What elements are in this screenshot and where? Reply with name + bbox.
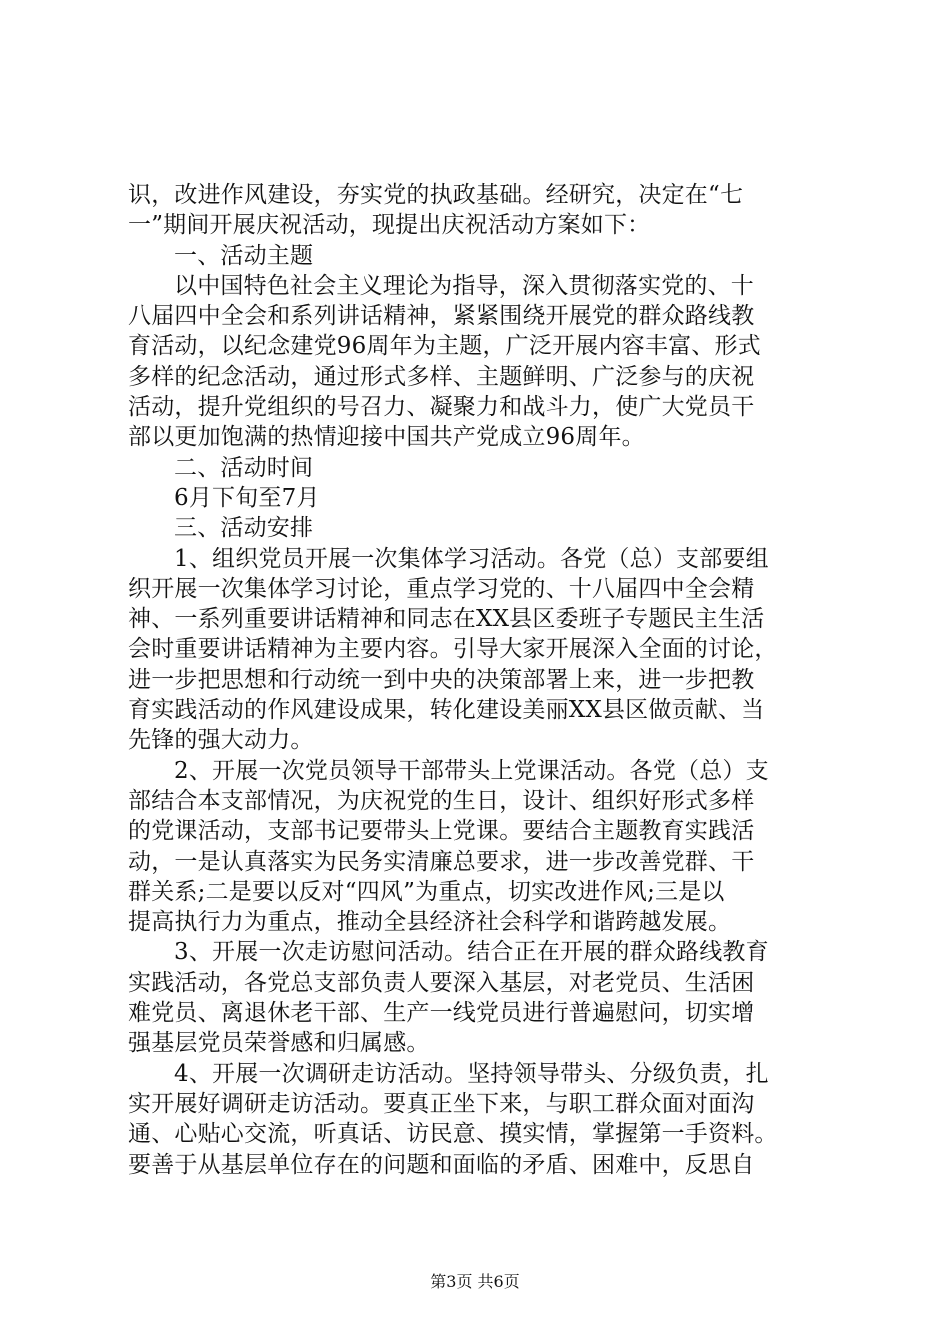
- text-line: 的党课活动，支部书记要带头上党课。要结合主题教育实践活: [128, 818, 755, 845]
- text-line: 先锋的强大动力。: [128, 727, 314, 754]
- text-line: 一、活动主题: [174, 242, 314, 269]
- document-body: [128, 180, 828, 1180]
- text-line: 实开展好调研走访活动。要真正坐下来，与职工群众面对面沟: [128, 1090, 755, 1117]
- text-line: 动，一是认真落实为民务实清廉总要求，进一步改善党群、干: [128, 848, 755, 875]
- text-line: 八届四中全会和系列讲话精神，紧紧围绕开展党的群众路线教: [128, 303, 755, 330]
- text-line: 部以更加饱满的热情迎接中国共产党成立96周年。: [128, 424, 645, 451]
- page-footer: 第3页 共6页: [430, 1272, 520, 1291]
- text-line: 4、开展一次调研走访活动。坚持领导带头、分级负责，扎: [174, 1060, 769, 1087]
- text-line: 提高执行力为重点，推动全县经济社会科学和谐跨越发展。: [128, 909, 732, 936]
- text-line: 会时重要讲话精神为主要内容。引导大家开展深入全面的讨论，: [128, 636, 778, 663]
- text-line: 织开展一次集体学习讨论，重点学习党的、十八届四中全会精: [128, 575, 755, 602]
- text-line: 要善于从基层单位存在的问题和面临的矛盾、困难中，反思自: [128, 1151, 755, 1178]
- text-line: 进一步把思想和行动统一到中央的决策部署上来，进一步把教: [128, 666, 755, 693]
- text-line: 识，改进作风建设，夯实党的执政基础。经研究，决定在“七: [128, 182, 744, 208]
- text-line: 6月下旬至7月: [174, 484, 320, 511]
- text-line: 部结合本支部情况，为庆祝党的生日，设计、组织好形式多样: [128, 787, 755, 814]
- text-line: 育实践活动的作风建设成果，转化建设美丽XX县区做贡献、当: [128, 697, 765, 724]
- text-line: 2、开展一次党员领导干部带头上党课活动。各党（总）支: [174, 757, 769, 784]
- text-line: 多样的纪念活动，通过形式多样、主题鲜明、广泛参与的庆祝: [128, 363, 755, 390]
- text-line: 神、一系列重要讲话精神和同志在XX县区委班子专题民主生活: [128, 606, 765, 633]
- text-line: 三、活动安排: [174, 515, 314, 542]
- text-line: 育活动，以纪念建党96周年为主题，广泛开展内容丰富、形式: [128, 333, 761, 360]
- text-line: 3、开展一次走访慰问活动。结合正在开展的群众路线教育: [174, 939, 769, 966]
- text-line: 二、活动时间: [174, 454, 314, 481]
- text-line: 1、组织党员开展一次集体学习活动。各党（总）支部要组: [174, 545, 769, 572]
- text-line: 强基层党员荣誉感和归属感。: [128, 1030, 430, 1057]
- text-line: 活动，提升党组织的号召力、凝聚力和战斗力，使广大党员干: [128, 394, 755, 421]
- text-line: 一”期间开展庆祝活动，现提出庆祝活动方案如下：: [128, 212, 651, 239]
- text-line: 群关系;二是要以反对“四风”为重点，切实改进作风;三是以: [128, 878, 725, 905]
- text-line: 以中国特色社会主义理论为指导，深入贯彻落实党的、十: [174, 272, 754, 299]
- text-line: 难党员、离退休老干部、生产一线党员进行普遍慰问，切实增: [128, 1000, 755, 1027]
- text-line: 实践活动，各党总支部负责人要深入基层，对老党员、生活困: [128, 969, 755, 996]
- text-line: 通、心贴心交流，听真话、访民意、摸实情，掌握第一手资料。: [128, 1121, 778, 1148]
